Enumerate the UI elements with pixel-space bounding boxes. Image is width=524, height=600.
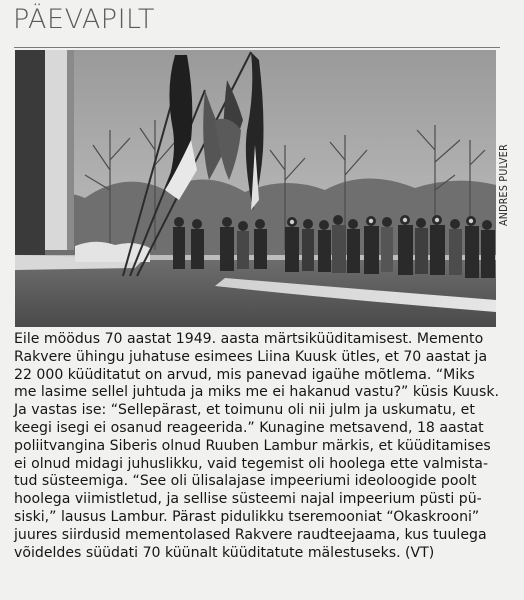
article-line: hoolega viimistletud, ja sellise süsteemi najal impeerium püsti pü-: [14, 491, 482, 508]
memorial-ceremony-photo: [15, 50, 496, 327]
article-body: [14, 331, 509, 562]
article-line: 22 000 küüditatut on arvud, mis panevad igaühe mõtlema. “Miks: [14, 366, 475, 383]
article-line: poliitvangina Siberis olnud Ruuben Lambur märkis, et küüditamises: [14, 437, 491, 454]
section-title: PÄEVAPILT: [13, 4, 155, 35]
news-photo: [15, 50, 496, 327]
article-line: Rakvere ühingu juhatuse esimees Liina Kuusk ütles, et 70 aastat ja: [14, 348, 488, 365]
article-line: keegi isegi ei osanud reageerida.” Kunagine metsavend, 18 aastat: [14, 419, 484, 436]
article-line: Eile möödus 70 aastat 1949. aasta märtsiküüditamisest. Memento: [14, 331, 484, 347]
article-line: ei olnud midagi juhuslikku, vaid tegemist oli hoolega ette valmista-: [14, 455, 489, 472]
photo-credit: ANDRES PULVER: [498, 144, 510, 226]
section-divider: [14, 47, 500, 48]
article-line: siski,” lausus Lambur. Pärast pidulikku tseremooniat “Okaskrooni”: [14, 508, 480, 525]
article-line: Ja vastas ise: “Sellepärast, et toimunu oli nii julm ja uskumatu, et: [14, 402, 475, 419]
article-line: tud süsteemiga. “See oli ülisalajase impeeriumi ideoloogide poolt: [14, 473, 477, 490]
article-line: me lasime sellel juhtuda ja miks me ei hakanud vastu?” küsis Kuusk.: [14, 384, 499, 401]
article-line: võideldes süüdati 70 küünalt küüditatute mälestuseks. (VT): [14, 544, 435, 561]
article-line: juures siirdusid mementolased Rakvere raudteejaama, kus tuulega: [14, 526, 487, 543]
